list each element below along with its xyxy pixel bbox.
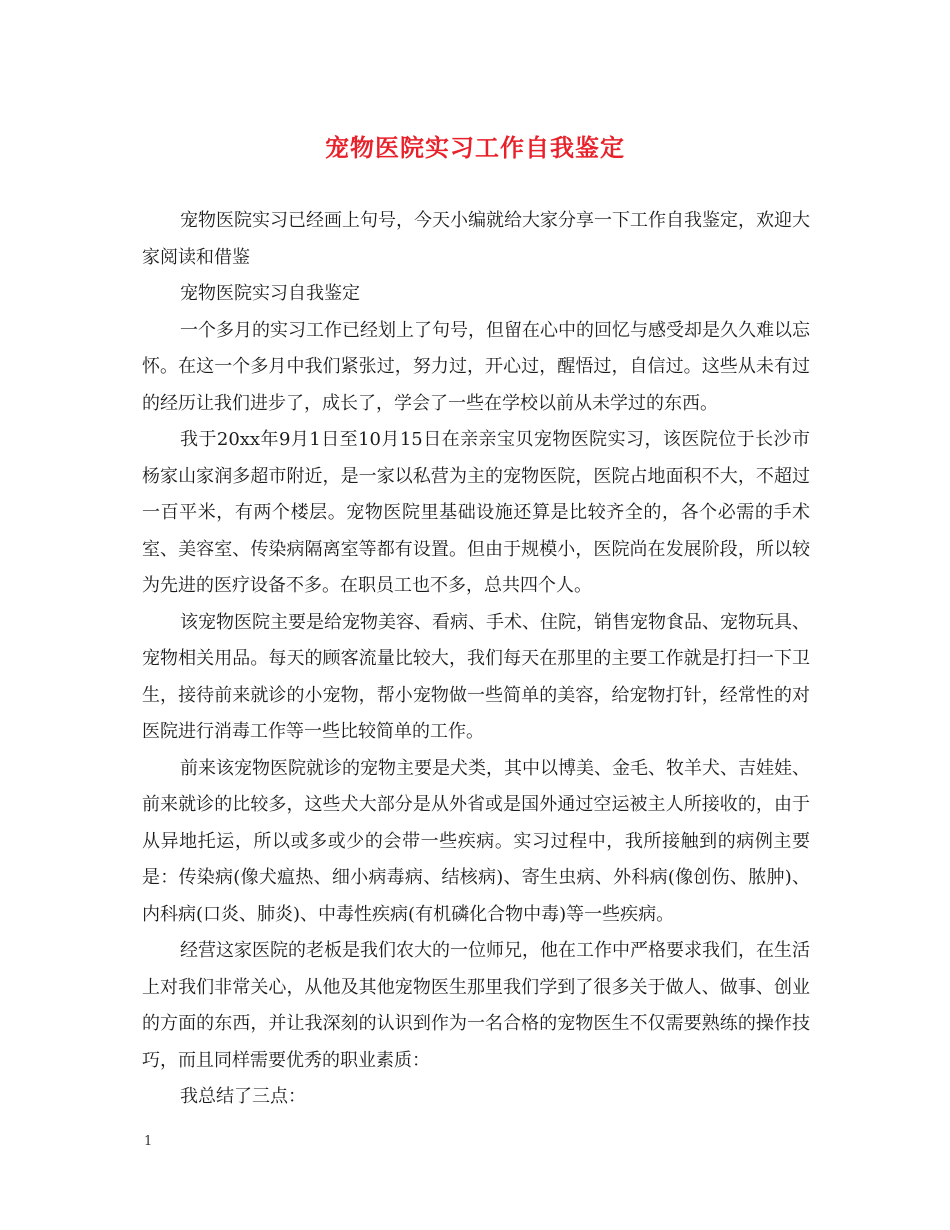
page-number: 1 xyxy=(144,1134,153,1149)
document-body xyxy=(142,203,810,1116)
paragraph-hospital-info: 我于20xx年9月1日至10月15日在亲亲宝贝宠物医院实习，该医院位于长沙市杨家山家润多超市附近，是一家以私营为主的宠物医院，医院占地面积不大，不超过一百平米，有两个楼层。宠物医院里基础设施还算是比较齐全的，各个必需的手术室、美容室、传染病隔离室等都有设置。但由于规模小，医院尚在发展阶段，所以较为先进的医疗设备不多。在职员工也不多，总共四个人。 xyxy=(142,429,810,596)
paragraph-mentor: 经营这家医院的老板是我们农大的一位师兄，他在工作中严格要求我们，在生活上对我们非常关心，从他及其他宠物医生那里我们学到了很多关于做人、做事、创业的方面的东西，并让我深刻的认识到作为一名合格的宠物医生不仅需要熟练的操作技巧，而且同样需要优秀的职业素质： xyxy=(142,940,810,1071)
paragraph-cases: 前来该宠物医院就诊的宠物主要是犬类，其中以博美、金毛、牧羊犬、吉娃娃、前来就诊的比较多，这些犬大部分是从外省或是国外通过空运被主人所接收的，由于从异地托运，所以或多或少的会带一些疾病。实习过程中，我所接触到的病例主要是：传染病(像犬瘟热、细小病毒病、结核病)、寄生虫病、外科病(像创伤、脓肿)、内科病(口炎、肺炎)、中毒性疾病(有机磷化合物中毒)等一些疾病。 xyxy=(142,757,810,925)
paragraph-reflection: 一个多月的实习工作已经划上了句号，但留在心中的回忆与感受却是久久难以忘怀。在这一个多月中我们紧张过，努力过，开心过，醒悟过，自信过。这些从未有过的经历让我们进步了，成长了，学会了一些在学校以前从未学过的东西。 xyxy=(142,319,810,414)
paragraph-subheading: 宠物医院实习自我鉴定 xyxy=(180,283,360,304)
page-title: 宠物医院实习工作自我鉴定 xyxy=(325,133,625,162)
paragraph-services: 该宠物医院主要是给宠物美容、看病、手术、住院，销售宠物食品、宠物玩具、宠物相关用品。每天的顾客流量比较大，我们每天在那里的主要工作就是打扫一下卫生，接待前来就诊的小宠物，帮小宠物做一些简单的美容，给宠物打针，经常性的对医院进行消毒工作等一些比较简单的工作。 xyxy=(142,611,810,742)
paragraph-summary-lead: 我总结了三点： xyxy=(180,1086,306,1107)
paragraph-intro: 宠物医院实习已经画上句号，今天小编就给大家分享一下工作自我鉴定，欢迎大家阅读和借鉴 xyxy=(142,210,810,268)
